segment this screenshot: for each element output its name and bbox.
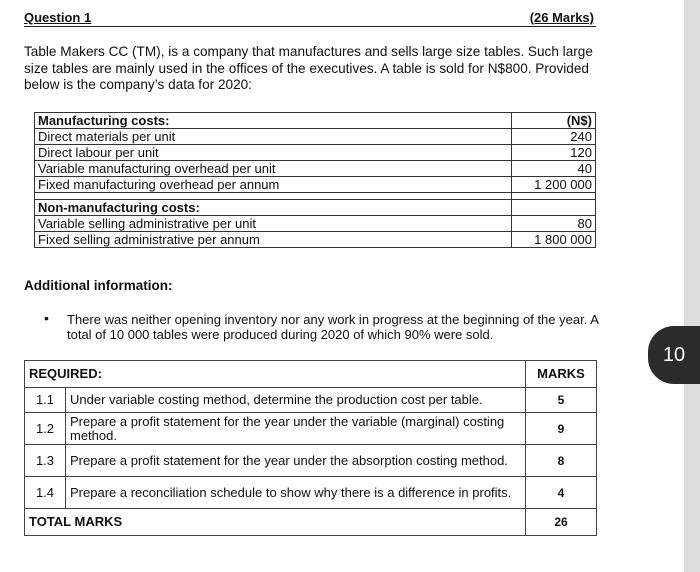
table-row [35, 177, 596, 193]
total-marks-label: TOTAL MARKS [25, 509, 526, 536]
table-row [25, 388, 597, 413]
question-text: Prepare a profit statement for the year under the absorption costing method. [66, 445, 526, 477]
table-row [35, 129, 596, 145]
total-marks-value: 26 [526, 509, 597, 536]
row-value: 80 [512, 216, 596, 232]
table-row [35, 145, 596, 161]
question-number: 1.1 [25, 388, 66, 413]
required-table [24, 360, 597, 536]
question-text: Prepare a reconciliation schedule to show why there is a difference in profits. [66, 477, 526, 509]
row-label: Fixed manufacturing overhead per annum [35, 177, 512, 193]
row-value: 120 [512, 145, 596, 161]
question-marks-value: 4 [526, 477, 597, 509]
manufacturing-costs-header: Manufacturing costs: [35, 113, 512, 129]
table-row [25, 361, 597, 388]
table-row [25, 509, 597, 536]
table-row [35, 216, 596, 232]
row-label: Direct materials per unit [35, 129, 512, 145]
row-value: 1 800 000 [512, 232, 596, 248]
currency-header: (N$) [512, 113, 596, 129]
row-label: Variable selling administrative per unit [35, 216, 512, 232]
page-number-badge: 10 [648, 326, 700, 384]
question-marks-value: 8 [526, 445, 597, 477]
marks-header: MARKS [526, 361, 597, 388]
table-row [35, 113, 596, 129]
table-row [25, 445, 597, 477]
row-label: Fixed selling administrative per annum [35, 232, 512, 248]
cost-data-table [34, 112, 596, 248]
intro-paragraph: Table Makers CC (TM), is a company that manufactures and sells large size tables. Such large size tables are mainly used in the offices of the executives. A table is sold for N$800. Provided below is the company’s data for 2020: [24, 44, 593, 92]
row-value: 1 200 000 [512, 177, 596, 193]
additional-info-bullet: There was neither opening inventory nor any work in progress at the beginning of the year. A total of 10 000 tables were produced during 2020 of which 90% were sold. [67, 312, 599, 342]
row-label: Direct labour per unit [35, 145, 512, 161]
question-number: 1.4 [25, 477, 66, 509]
question-marks-value: 9 [526, 413, 597, 445]
question-text: Prepare a profit statement for the year under the variable (marginal) costing method. [66, 413, 526, 445]
question-number: 1.2 [25, 413, 66, 445]
question-marks-value: 5 [526, 388, 597, 413]
question-number: 1.3 [25, 445, 66, 477]
table-spacer-row [35, 193, 596, 200]
row-value: 40 [512, 161, 596, 177]
question-marks: (26 Marks) [529, 10, 594, 25]
table-row [35, 232, 596, 248]
table-row [25, 477, 597, 509]
question-text: Under variable costing method, determine the production cost per table. [66, 388, 526, 413]
table-row [35, 200, 596, 216]
question-header [24, 10, 596, 27]
bullet-icon: • [44, 310, 49, 326]
row-value: 240 [512, 129, 596, 145]
additional-info-heading: Additional information: [24, 278, 173, 293]
scrollbar-track[interactable] [684, 0, 700, 572]
required-header: REQUIRED: [25, 361, 526, 388]
non-manufacturing-costs-header: Non-manufacturing costs: [35, 200, 512, 216]
table-row [25, 413, 597, 445]
row-label: Variable manufacturing overhead per unit [35, 161, 512, 177]
table-row [35, 161, 596, 177]
question-title: Question 1 [24, 10, 92, 25]
